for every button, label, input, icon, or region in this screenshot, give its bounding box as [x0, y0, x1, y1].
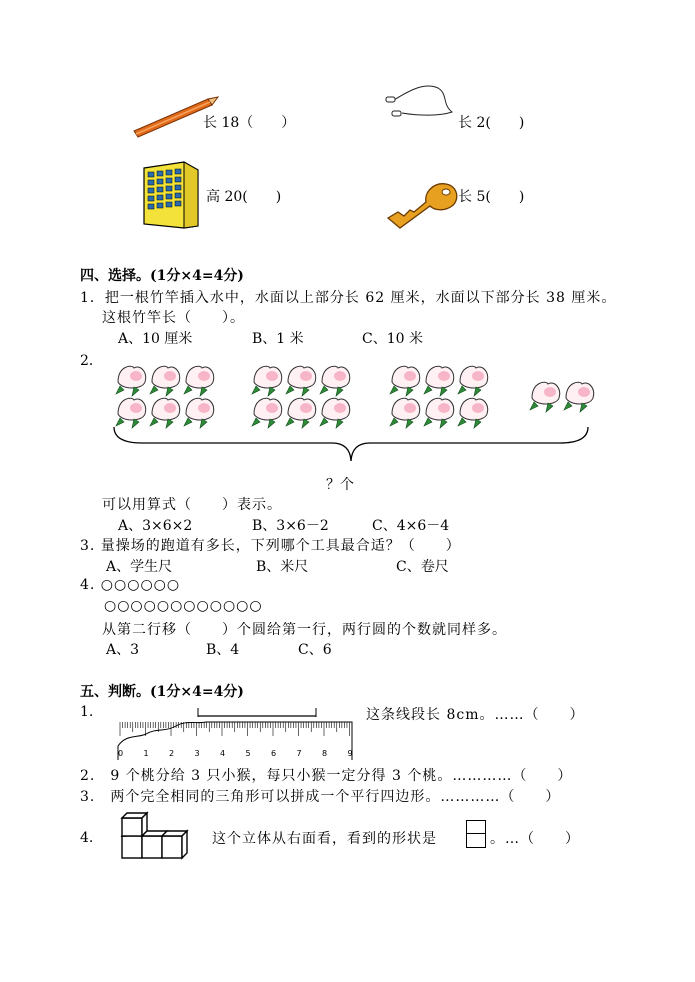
- peach: [252, 366, 282, 396]
- ruler-tick-label: 6: [271, 749, 277, 758]
- q1-option-a: A、10 厘米: [118, 331, 193, 347]
- peach: [458, 366, 488, 396]
- q1-line1: 1．把一根竹竿插入水中，水面以上部分长 62 厘米，水面以下部分长 38 厘米。: [80, 290, 617, 306]
- q3-option-a: A、学生尺: [106, 559, 173, 575]
- q4-line: 从第二行移（ ）个圆给第一行，两行圆的个数就同样多。: [102, 622, 507, 638]
- ruler-tick-label: 9: [347, 749, 353, 758]
- ruler-tick-label: 0: [118, 749, 124, 758]
- cable-length-label: 长 2( ): [458, 115, 525, 131]
- ruler-tick-label: 2: [169, 749, 175, 758]
- ruler-tick-label: 7: [296, 749, 302, 758]
- j4-number: 4.: [80, 830, 94, 846]
- peach: [184, 398, 214, 428]
- peach: [424, 366, 454, 396]
- key-length-label: 长 5( ): [458, 189, 525, 205]
- building-height-label: 高 20( ): [206, 189, 282, 205]
- ruler-with-line-segment: [116, 704, 356, 760]
- peach: [286, 398, 316, 428]
- q2-number: 2．: [80, 353, 103, 369]
- q2-line: 可以用算式（ ）表示。: [102, 497, 282, 513]
- ruler-tick-label: 1: [143, 749, 149, 758]
- j3-text: 3. 两个完全相同的三角形可以拼成一个平行四边形。…………（ ）: [80, 789, 561, 805]
- j1-number: 1.: [80, 704, 94, 720]
- right-view-shape: [466, 820, 486, 848]
- peach: [150, 366, 180, 396]
- ruler-tick-label: 5: [245, 749, 251, 758]
- q4-option-c: C、6: [298, 642, 332, 658]
- ruler-tick-label: 8: [322, 749, 328, 758]
- peach: [564, 382, 594, 412]
- q1-option-c: C、10 米: [362, 331, 423, 347]
- brace: [112, 425, 590, 465]
- j2-text: 2. 9 个桃分给 3 只小猴，每只小猴一定分得 3 个桃。…………（ ）: [80, 768, 573, 784]
- peach: [116, 366, 146, 396]
- q2-option-c: C、4×6－4: [372, 518, 450, 534]
- peach: [530, 382, 560, 412]
- q3-option-b: B、米尺: [256, 559, 309, 575]
- peach: [320, 398, 350, 428]
- q3-line: 3. 量操场的跑道有多长，下列哪个工具最合适？（ ）: [80, 538, 461, 554]
- peach: [320, 366, 350, 396]
- cable-image: [380, 82, 460, 122]
- peach: [116, 398, 146, 428]
- q4-option-a: A、3: [106, 642, 140, 658]
- section4-title: 四、选择。(1分×4=4分): [80, 268, 244, 284]
- cube-stack-image: [118, 812, 200, 862]
- q4-circles-row1: 4. ○○○○○○: [80, 577, 181, 593]
- key-image: [380, 172, 462, 232]
- building-image: [140, 158, 202, 230]
- peach: [184, 366, 214, 396]
- peach: [390, 398, 420, 428]
- peach: [424, 398, 454, 428]
- peach: [286, 366, 316, 396]
- q3-option-c: C、卷尺: [396, 559, 449, 575]
- q2-option-b: B、3×6－2: [252, 518, 329, 534]
- peach: [150, 398, 180, 428]
- j4-text-after: 。…（ ）: [490, 831, 580, 847]
- q4-option-b: B、4: [206, 642, 240, 658]
- q4-circles-row2: ○○○○○○○○○○○○: [104, 598, 263, 614]
- j1-text: 这条线段长 8cm。……（ ）: [366, 707, 585, 723]
- q2-option-a: A、3×6×2: [118, 518, 193, 534]
- peach: [458, 398, 488, 428]
- j4-text-before: 这个立体从右面看，看到的形状是: [212, 831, 437, 847]
- q2-question-mark: ？个: [326, 477, 354, 493]
- pencil-length-label: 长 18（ ）: [203, 115, 296, 131]
- ruler-tick-label: 3: [194, 749, 200, 758]
- q1-option-b: B、1 米: [252, 331, 304, 347]
- peach: [390, 366, 420, 396]
- ruler-tick-label: 4: [220, 749, 226, 758]
- q1-line2: 这根竹竿长（ ）。: [102, 310, 245, 326]
- peach: [252, 398, 282, 428]
- section5-title: 五、判断。(1分×4=4分): [80, 684, 244, 700]
